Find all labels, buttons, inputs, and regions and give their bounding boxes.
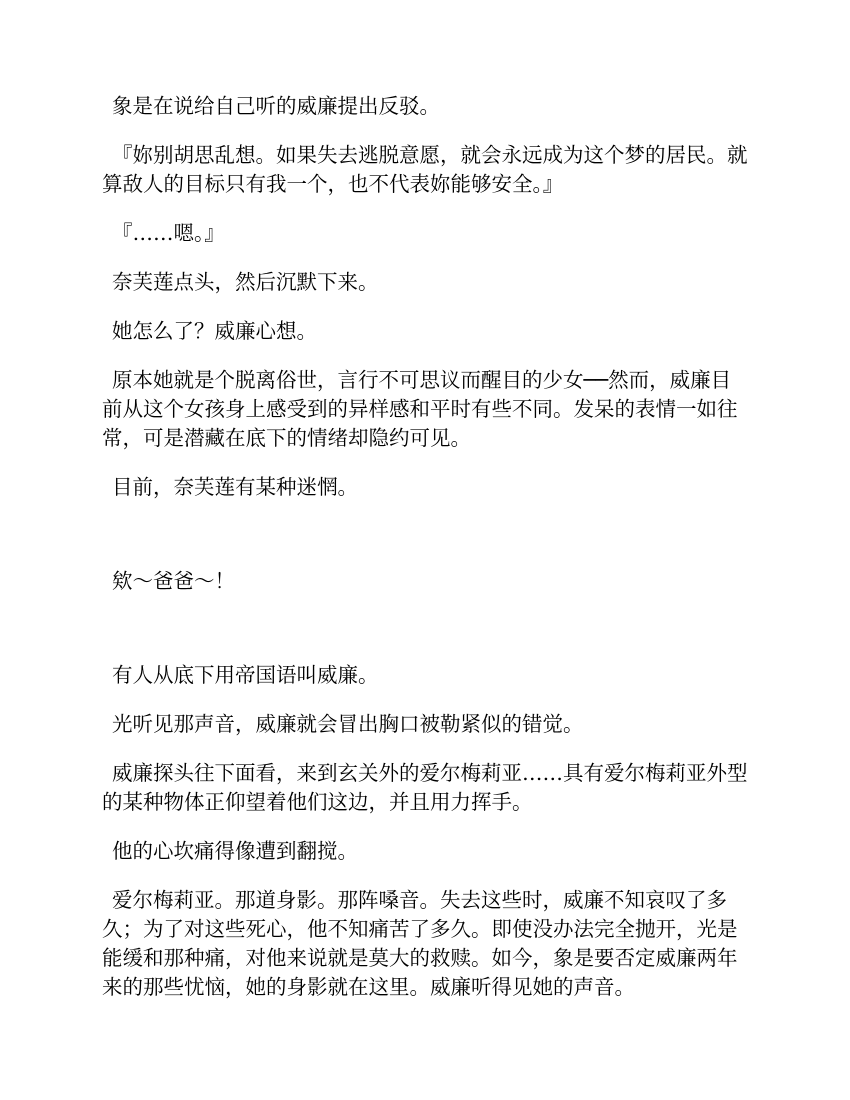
paragraph-spacer [102,199,750,219]
paragraph-4: 奈芙莲点头，然后沉默下来。 [112,270,379,294]
paragraph-9: 有人从底下用帝国语叫威廉。 [112,663,379,687]
paragraph-12: 他的心坎痛得像遭到翻搅。 [112,839,358,863]
paragraph-spacer [102,453,750,473]
paragraph-6: 原本她就是个脱离俗世，言行不可思议而醒目的少女──然而，威廉目前从这个女孩身上感受到的异样感和平时有些不同。发呆的表情一如往常，可是潜藏在底下的情绪却隐约可见。 [102,368,738,450]
section-break [102,502,750,567]
paragraph-spacer [102,121,750,141]
paragraph-13: 爱尔梅莉亚。那道身影。那阵嗓音。失去这些时，威廉不知哀叹了多久；为了对这些死心，他不知痛苦了多久。即使没办法完全抛开，光是能缓和那种痛，对他来说就是莫大的救赎。如今，象是要否定威廉两年来的那些忧恼，她的身影就在这里。威廉听得见她的声音。 [102,888,738,999]
paragraph-spacer [102,346,750,366]
paragraph-5: 她怎么了？威廉心想。 [112,319,317,343]
paragraph-2: 『妳别胡思乱想。如果失去逃脱意愿，就会永远成为这个梦的居民。就算敌人的目标只有我一个，也不代表妳能够安全。』 [102,143,748,196]
section-break [102,596,750,661]
paragraph-spacer [102,690,750,710]
paragraph-spacer [102,866,750,886]
paragraph-spacer [102,248,750,268]
paragraph-1: 象是在说给自己听的威廉提出反驳。 [112,94,440,118]
paragraph-spacer [102,817,750,837]
paragraph-11: 威廉探头往下面看，来到玄关外的爱尔梅莉亚……具有爱尔梅莉亚外型的某种物体正仰望着他们这边，并且用力挥手。 [102,761,748,814]
paragraph-spacer [102,739,750,759]
paragraph-10: 光听见那声音，威廉就会冒出胸口被勒紧似的错觉。 [112,712,584,736]
paragraph-7: 目前，奈芙莲有某种迷惘。 [112,475,358,499]
paragraph-8: 欸～爸爸～！ [112,569,235,593]
document-page [102,92,750,1002]
paragraph-3: 『……嗯。』 [112,221,225,245]
paragraph-spacer [102,297,750,317]
